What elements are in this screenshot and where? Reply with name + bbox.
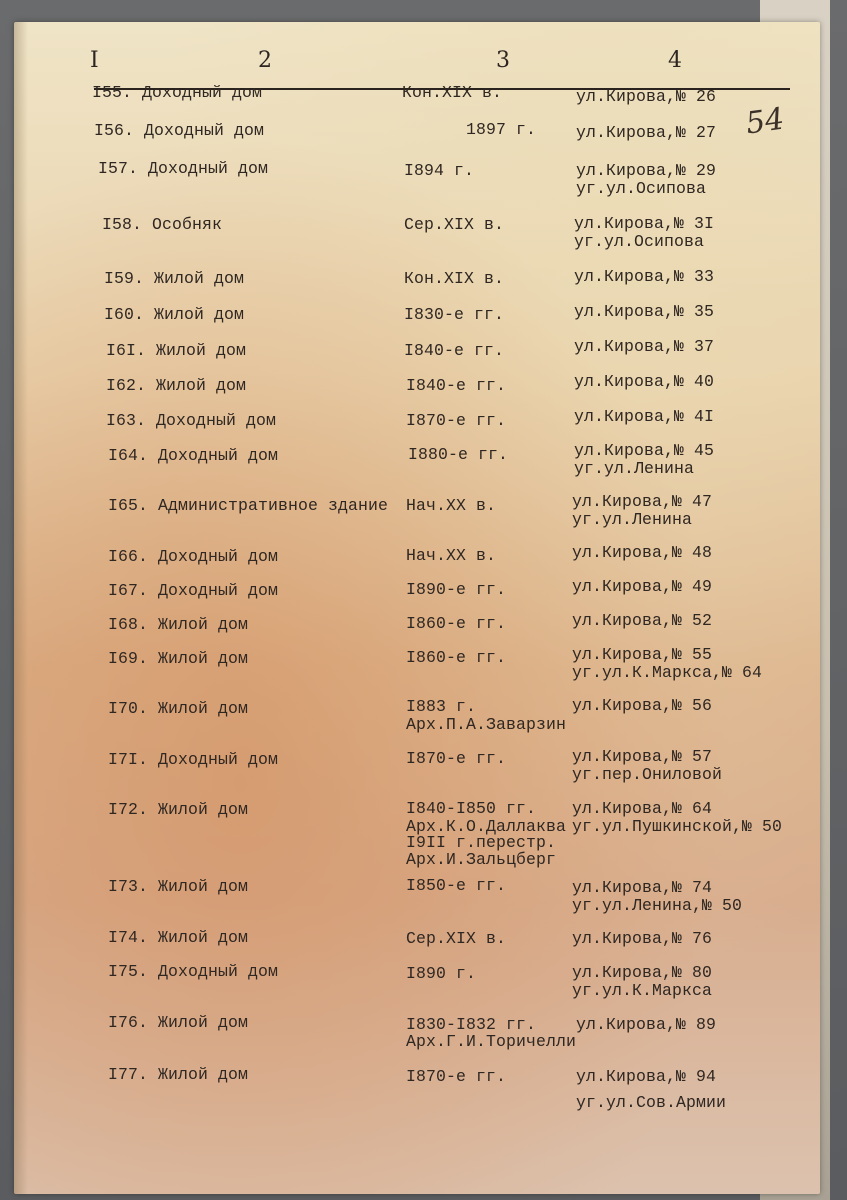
row-156-date: 1897 г.	[466, 120, 537, 139]
row-159-name: I59. Жилой дом	[104, 269, 245, 288]
row-176-architect: Арх.Г.И.Торичелли	[406, 1032, 577, 1051]
row-175-address-corner: уг.ул.К.Маркса	[572, 981, 713, 1000]
row-177-name: I77. Жилой дом	[108, 1065, 249, 1084]
row-170-architect: Арх.П.А.Заварзин	[406, 715, 567, 734]
page-edge-shadow	[14, 22, 28, 1194]
row-172-address-corner: уг.ул.Пушкинской,№ 50	[572, 817, 783, 836]
row-157-date: I894 г.	[404, 161, 475, 180]
row-158-name: I58. Особняк	[102, 215, 223, 234]
typewritten-page	[14, 22, 820, 1194]
row-161-date: I840-е гг.	[404, 341, 505, 360]
row-176-name: I76. Жилой дом	[108, 1013, 249, 1032]
row-155-name: I55. Доходный дом	[92, 83, 263, 102]
row-172-architect-2: Арх.И.Зальцберг	[406, 850, 557, 869]
row-159-address: ул.Кирова,№ 33	[574, 267, 715, 286]
row-158-date: Сер.XIX в.	[404, 215, 505, 234]
row-162-date: I840-е гг.	[406, 376, 507, 395]
column-header-1: I	[90, 48, 99, 73]
row-172-architect: Арх.К.О.Даллаква	[406, 817, 567, 836]
row-155-date: Кон.XIX в.	[402, 83, 503, 102]
row-156-address: ул.Кирова,№ 27	[576, 123, 717, 142]
row-157-name: I57. Доходный дом	[98, 159, 269, 178]
row-165-address: ул.Кирова,№ 47	[572, 492, 713, 511]
row-160-address: ул.Кирова,№ 35	[574, 302, 715, 321]
row-163-address: ул.Кирова,№ 4I	[574, 407, 715, 426]
row-159-date: Кон.XIX в.	[404, 269, 505, 288]
row-175-name: I75. Доходный дом	[108, 962, 279, 981]
row-174-name: I74. Жилой дом	[108, 928, 249, 947]
row-172-date: I840-I850 гг.	[406, 799, 537, 818]
row-173-address-corner: уг.ул.Ленина,№ 50	[572, 896, 743, 915]
row-172-address: ул.Кирова,№ 64	[572, 799, 713, 818]
row-158-address-corner: уг.ул.Осипова	[574, 232, 705, 251]
row-165-address-corner: уг.ул.Ленина	[572, 510, 693, 529]
row-169-address-corner: уг.ул.К.Маркса,№ 64	[572, 663, 763, 682]
row-170-date: I883 г.	[406, 697, 477, 716]
row-168-address: ул.Кирова,№ 52	[572, 611, 713, 630]
row-162-name: I62. Жилой дом	[106, 376, 247, 395]
row-155-address: ул.Кирова,№ 26	[576, 87, 717, 106]
row-164-address-corner: уг.ул.Ленина	[574, 459, 695, 478]
row-157-address: ул.Кирова,№ 29	[576, 161, 717, 180]
row-177-address-corner: уг.ул.Сов.Армии	[576, 1093, 727, 1112]
row-171-address: ул.Кирова,№ 57	[572, 747, 713, 766]
row-163-date: I870-е гг.	[406, 411, 507, 430]
row-165-name: I65. Административное здание	[108, 496, 389, 515]
row-173-date: I850-е гг.	[406, 876, 507, 895]
row-161-name: I6I. Жилой дом	[106, 341, 247, 360]
row-166-address: ул.Кирова,№ 48	[572, 543, 713, 562]
row-165-date: Нач.XX в.	[406, 496, 497, 515]
row-156-name: I56. Доходный дом	[94, 121, 265, 140]
row-172-name: I72. Жилой дом	[108, 800, 249, 819]
row-172-rebuild: I9II г.перестр.	[406, 833, 557, 852]
row-173-address: ул.Кирова,№ 74	[572, 878, 713, 897]
row-167-address: ул.Кирова,№ 49	[572, 577, 713, 596]
row-176-date: I830-I832 гг.	[406, 1015, 537, 1034]
row-174-date: Сер.XIX в.	[406, 929, 507, 948]
row-161-address: ул.Кирова,№ 37	[574, 337, 715, 356]
row-162-address: ул.Кирова,№ 40	[574, 372, 715, 391]
column-header-4: 4	[668, 48, 682, 73]
row-173-name: I73. Жилой дом	[108, 877, 249, 896]
row-166-name: I66. Доходный дом	[108, 547, 279, 566]
row-160-name: I60. Жилой дом	[104, 305, 245, 324]
row-157-address-corner: уг.ул.Осипова	[576, 179, 707, 198]
row-164-date: I880-е гг.	[408, 445, 509, 464]
row-167-name: I67. Доходный дом	[108, 581, 279, 600]
row-171-date: I870-е гг.	[406, 749, 507, 768]
row-163-name: I63. Доходный дом	[106, 411, 277, 430]
row-174-address: ул.Кирова,№ 76	[572, 929, 713, 948]
row-170-address: ул.Кирова,№ 56	[572, 696, 713, 715]
row-168-date: I860-е гг.	[406, 614, 507, 633]
row-177-address: ул.Кирова,№ 94	[576, 1067, 717, 1086]
row-176-address: ул.Кирова,№ 89	[576, 1015, 717, 1034]
row-164-name: I64. Доходный дом	[108, 446, 279, 465]
column-header-2: 2	[258, 48, 272, 73]
row-169-name: I69. Жилой дом	[108, 649, 249, 668]
row-169-date: I860-е гг.	[406, 648, 507, 667]
row-171-name: I7I. Доходный дом	[108, 750, 279, 769]
row-175-address: ул.Кирова,№ 80	[572, 963, 713, 982]
row-171-address-corner: уг.пер.Ониловой	[572, 765, 723, 784]
row-177-date: I870-е гг.	[406, 1067, 507, 1086]
row-158-address: ул.Кирова,№ 3I	[574, 214, 715, 233]
row-175-date: I890 г.	[406, 964, 477, 983]
row-169-address: ул.Кирова,№ 55	[572, 645, 713, 664]
row-160-date: I830-е гг.	[404, 305, 505, 324]
row-167-date: I890-е гг.	[406, 580, 507, 599]
handwritten-page-number: 54	[743, 101, 787, 142]
column-header-3: 3	[496, 48, 510, 73]
row-170-name: I70. Жилой дом	[108, 699, 249, 718]
row-166-date: Нач.XX в.	[406, 546, 497, 565]
row-164-address: ул.Кирова,№ 45	[574, 441, 715, 460]
row-168-name: I68. Жилой дом	[108, 615, 249, 634]
